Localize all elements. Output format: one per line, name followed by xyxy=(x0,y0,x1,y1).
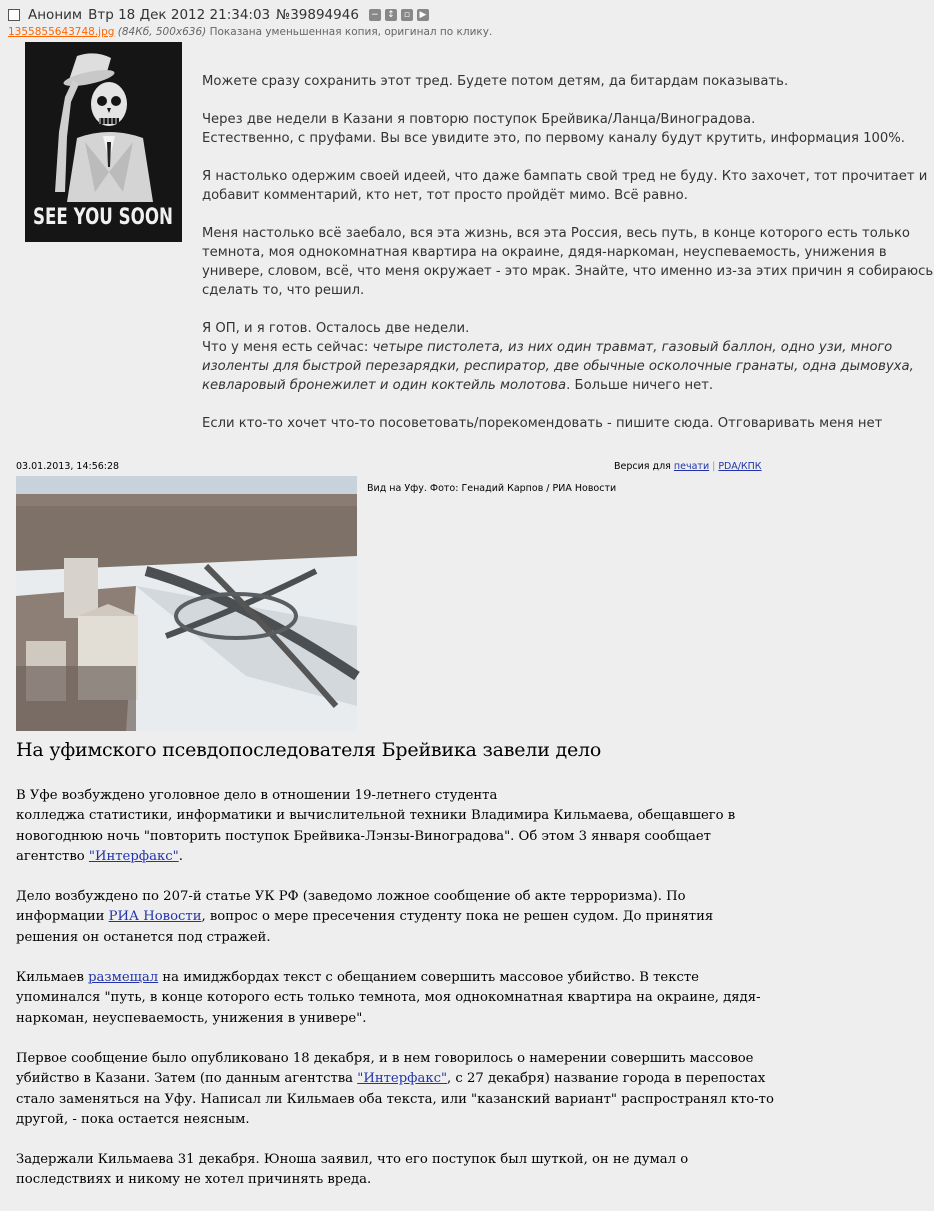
hide-post-icon[interactable]: − xyxy=(369,9,381,21)
imageboard-post xyxy=(0,0,934,455)
post-message xyxy=(202,72,934,433)
poster-caption: SEE YOU SOON xyxy=(33,205,173,230)
posted-link[interactable]: размещал xyxy=(88,970,159,986)
post-number[interactable]: №39894946 xyxy=(276,7,359,23)
article-photo xyxy=(16,476,357,731)
article-paragraph: В Уфе возбуждено уголовное дело в отношении 19-летнего студента колледжа статистики, информатики и вычислительной техники Владимира Кильмаева, обещавшего в новогоднюю ночь "повторить поступок Брейвика-Лэнзы-Виноградова". Об этом 3 января сообщает агентство "Интерфакс". xyxy=(16,788,736,864)
print-version-link[interactable]: печати xyxy=(673,461,710,472)
article-paragraph: Задержали Кильмаева 31 декабря. Юноша заявил, что его поступок был шуткой, он не думал о последствиях и никому не хотел причинять вреда. xyxy=(16,1152,689,1188)
post-date: Втр 18 Дек 2012 21:34:03 xyxy=(88,7,271,23)
file-meta: (84Кб, 500x636) xyxy=(117,26,207,38)
post-paragraph: Можете сразу сохранить этот тред. Будете потом детям, да битардам показывать. xyxy=(202,74,789,89)
photo-caption: Вид на Уфу. Фото: Генадий Карпов / РИА Новости xyxy=(367,483,617,494)
article-paragraph: Первое сообщение было опубликовано 18 декабря, и в нем говорилось о намерении совершить массовое убийство в Казани. Затем (по данным агентства "Интерфакс", с 27 декабря) название города в перепостах стало заменяться на Уфу. Написал ли Кильмаев оба текста, или "казанский вариант" распространял кто-то другой, - пока остается неясным. xyxy=(16,1050,774,1127)
post-paragraph: Я настолько одержим своей идеей, что даже бампать свой тред не буду. Кто захочет, тот прочитает и добавит комментарий, кто нет, тот просто пройдёт мимо. Всё равно. xyxy=(202,169,928,203)
article-paragraph: Дело возбуждено по 207-й статье УК РФ (заведомо ложное сообщение об акте терроризма). По информации РИА Новости, вопрос о мере пресечения студенту пока не решен судом. До принятия решения он останется под стражей. xyxy=(16,889,714,945)
pda-version-link[interactable]: PDA/КПК xyxy=(718,461,762,472)
post-select-checkbox[interactable] xyxy=(8,9,20,21)
play-icon[interactable]: ▶ xyxy=(417,9,429,21)
interfax-link-2[interactable]: "Интерфакс" xyxy=(357,1071,448,1087)
ria-news-link[interactable]: РИА Новости xyxy=(108,909,202,925)
report-icon[interactable]: ▫ xyxy=(401,9,413,21)
file-info xyxy=(8,26,492,38)
post-paragraph: Через две недели в Казани я повторю поступок Брейвика/Ланца/Виноградова. Естественно, с пруфами. Вы все увидите это, по первому каналу будут крутить, информация 100%. xyxy=(202,112,905,146)
article-date: 03.01.2013, 14:56:28 xyxy=(16,461,120,472)
post-paragraph: Я ОП, и я готов. Осталось две недели. Что у меня есть сейчас: четыре пистолета, из них один травмат, газовый баллон, одно узи, много изоленты для быстрой перезарядки, респиратор, две обычные осколочные гранаты, одна дымовуха, кевларовый бронежилет и один коктейль молотова. Больше ничего нет. xyxy=(202,321,914,393)
post-header xyxy=(8,6,429,24)
post-author: Аноним xyxy=(28,7,83,23)
article-title: На уфимского псевдопоследователя Брейвика завели дело xyxy=(16,739,602,761)
interfax-link[interactable]: "Интерфакс" xyxy=(88,848,179,864)
expand-thread-icon[interactable]: ↕ xyxy=(385,9,397,21)
article-version-links: Версия для печати | PDA/КПК xyxy=(614,461,762,472)
post-paragraph: Меня настолько всё заебало, вся эта жизнь, вся эта Россия, весь путь, в конце которого есть только темнота, моя однокомнатная квартира на окраине, дядя-наркоман, неуспеваемость, унижения в универе, словом, всё, что меня окружает - это мрак. Знайте, что именно из-за этих причин я собираюсь сделать то, что решил. xyxy=(202,226,934,298)
file-note: Показана уменьшенная копия, оригинал по клику. xyxy=(209,26,493,38)
article-paragraph: Кильмаев размещал на имиджбордах текст с обещанием совершить массовое убийство. В тексте упоминался "путь, в конце которого есть только темнота, моя однокомнатная квартира на окраине, дядя-наркоман, неуспеваемость, унижения в универе". xyxy=(16,970,761,1026)
post-paragraph: Если кто-то хочет что-то посоветовать/порекомендовать - пишите сюда. Отговаривать меня нет xyxy=(202,416,883,431)
article-body xyxy=(16,786,776,1211)
news-article xyxy=(0,456,934,1190)
file-link[interactable]: 1355855643748.jpg xyxy=(8,26,115,38)
post-image-thumbnail[interactable] xyxy=(25,42,182,242)
